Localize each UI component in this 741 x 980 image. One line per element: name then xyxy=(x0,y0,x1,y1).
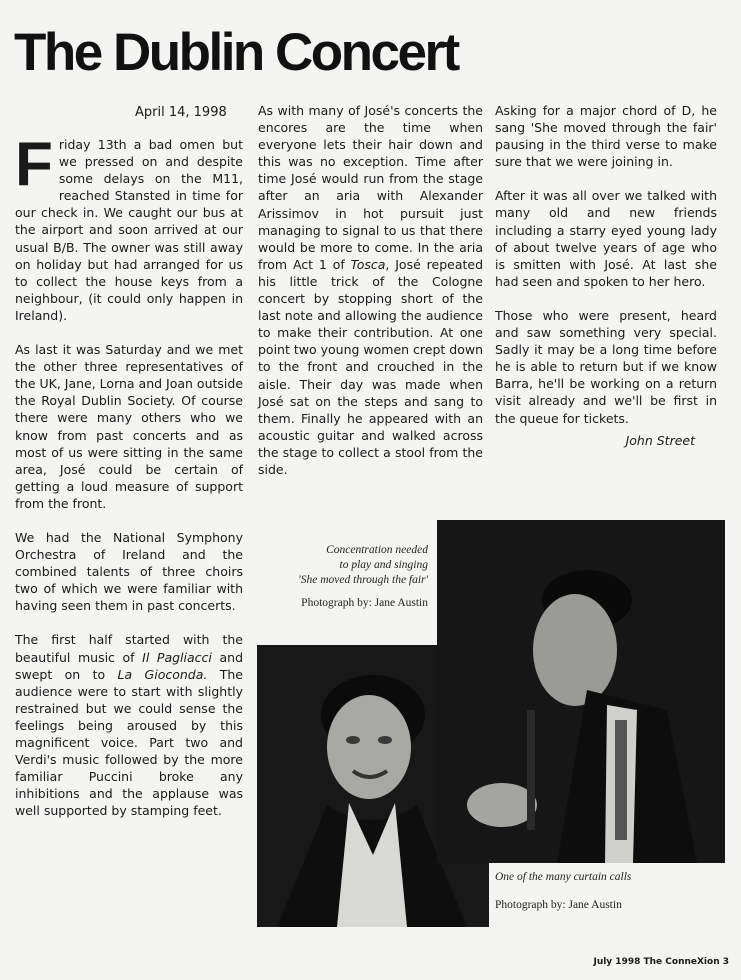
article-date: April 14, 1998 xyxy=(135,105,227,120)
column-3 xyxy=(495,102,717,449)
paragraph-4: The first half started with the beautiful music of Il Pagliacci and swept on to La Gioconda. The audience were to start with slightly restrained but we could sense the feelings being aroused by this magnificent voice. Part two and Verdi's music followed by the more familiar Puccini broke any inhibitions and the applause was well supported by stamping feet. xyxy=(15,632,243,819)
photo-caption-2: One of the many curtain calls Photograph by: Jane Austin xyxy=(495,870,715,913)
photo-curtain-call xyxy=(437,520,725,863)
photo-credit-2: Photograph by: Jane Austin xyxy=(495,899,622,911)
author-signature: John Street xyxy=(625,432,695,448)
paragraph-2: As last it was Saturday and we met the other three representatives of the UK, Jane, Lorna and Joan outside the Royal Dublin Society. Of course there were many others who we know from past concerts and as most of us were sitting in the same area, José could be certain of getting a loud measure of support from the front. xyxy=(15,342,244,511)
article-title: The Dublin Concert xyxy=(14,23,458,82)
curtain-call-image xyxy=(437,520,725,863)
paragraph-7: After it was all over we talked with many old and new friends including a starry eyed young lady of about twelve years of age who is smitten with José. At last she had seen and spoken to her hero. xyxy=(495,188,717,289)
column-2 xyxy=(258,102,483,495)
page-footer: July 1998 The ConneXion 3 xyxy=(593,957,729,967)
column-1 xyxy=(15,130,244,836)
paragraph-1: Friday 13th a bad omen but we pressed on and despite some delays on the M11, reached Stansted in time for our check in. We caught our bus at the airport and soon arrived at our usual B/B. The owner was still away on holiday but had arranged for us to collect the house keys from a neighbour, (it could only happen in Ireland). xyxy=(15,130,243,323)
photo-credit-1: Photograph by: Jane Austin xyxy=(301,597,428,609)
paragraph-8: Those who were present, heard and saw something very special. Sadly it may be a long time before he is able to return but if we know Barra, he'll be working on a return visit already and we'll be first in the queue for tickets. xyxy=(495,307,717,426)
paragraph-3: We had the National Symphony Orchestra of Ireland and the combined talents of three choirs two of which we were familiar with having seen them in past concerts. xyxy=(15,529,243,614)
paragraph-6: Asking for a major chord of D, he sang 'She moved through the fair' pausing in the third verse to make sure that we were joining in. xyxy=(495,103,717,170)
drop-cap: F xyxy=(15,130,53,199)
photo-caption-1: Concentration needed to play and singing 'She moved through the fair' Photograph by: Jane Austin xyxy=(268,543,428,611)
paragraph-5: As with many of José's concerts the encores are the time when everyone lets their hair down and this was no exception. Time after time José would run from the stage after an aria with Alexander Arissimov in hot pursuit just managing to signal to us that there would be more to come. In the aria from Act 1 of Tosca, José repeated his little trick of the Cologne concert by stopping short of the last note and allowing the audience to make their contribution. At one point two young women crept down to the front and crouched in the aisle. Their day was made when José sat on the steps and sang to them. Finally he appeared with an acoustic guitar and walked across the stage to collect a stool from the side. xyxy=(258,103,484,477)
